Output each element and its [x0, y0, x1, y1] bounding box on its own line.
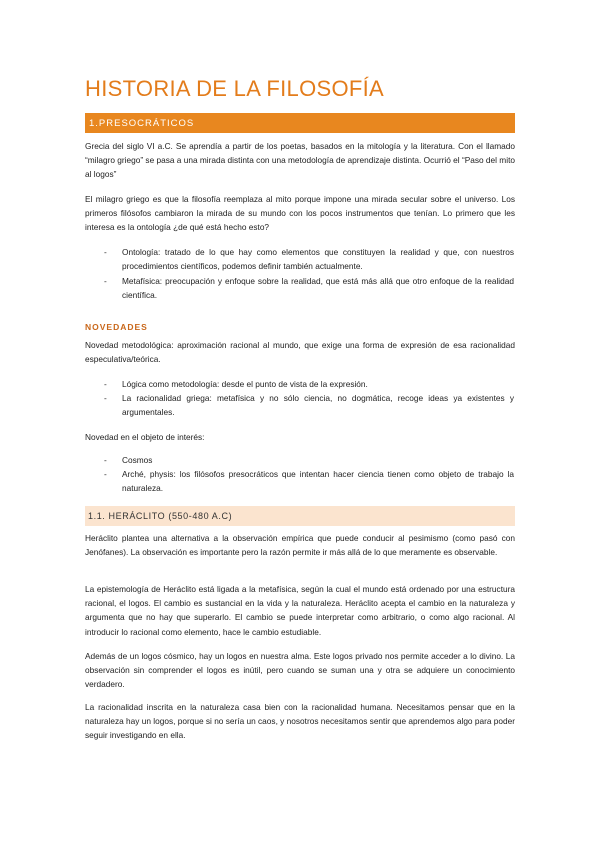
- list-bullet: -: [104, 455, 107, 465]
- section-heading-heraclito: 1.1. HERÁCLITO (550-480 A.C): [85, 506, 515, 526]
- paragraph: Grecia del siglo VI a.C. Se aprendía a partir de los poetas, basados en la mitología y la literatura. Con el llamado “milagro griego” se pasa a una mirada distinta con una metodología de aprendizaje distinta. Ocurrió el “Paso del mito al logos”: [85, 141, 515, 180]
- list-bullet: -: [104, 276, 107, 286]
- page-title: HISTORIA DE LA FILOSOFÍA: [85, 76, 384, 101]
- section-heading-presocraticos: 1.PRESOCRÁTICOS: [85, 113, 515, 133]
- paragraph: El milagro griego es que la filosofía reemplaza al mito porque impone una mirada secular sobre el universo. Los primeros filósofos cambiaron la mirada de su mundo con los pocos instrumentos que tenían. Lo primero que les interesa es la ontología ¿de qué está hecho esto?: [85, 194, 515, 233]
- list-bullet: -: [104, 247, 107, 257]
- list-item: Ontología: tratado de lo que hay como elementos que constituyen la realidad y que, con nuestros procedimientos científicos, podemos definir también actualmente.: [122, 247, 514, 272]
- paragraph: La epistemología de Heráclito está ligada a la metafísica, según la cual el mundo está ordenado por una estructura racional, el logos. El cambio es sustancial en la vida y la naturaleza. Heráclito acepta el cambio en la naturaleza y argumenta que no hay que superarlo. El cambio se puede interpretar como arbitrario, o como algo racional. Al introducir lo racional como elemento, hace le cambio estudiable.: [85, 584, 515, 637]
- paragraph: Novedad en el objeto de interés:: [85, 432, 205, 442]
- list-item: Arché, physis: los filósofos presocráticos que intentan hacer ciencia tienen como objeto de trabajo la naturaleza.: [122, 469, 514, 494]
- paragraph: Novedad metodológica: aproximación racional al mundo, que exige una forma de expresión de esa racionalidad especulativa/teórica.: [85, 340, 515, 365]
- paragraph: La racionalidad inscrita en la naturaleza casa bien con la racionalidad humana. Necesitamos pensar que en la naturaleza hay un logos, porque si no sería un caos, y nosotros necesitamos sentir que aprendemos algo para poder seguir investigando en ella.: [85, 702, 515, 741]
- list-item: La racionalidad griega: metafísica y no sólo ciencia, no dogmática, recoge ideas ya existentes y argumentales.: [122, 393, 514, 418]
- list-item: Cosmos: [122, 455, 153, 465]
- subheading-novedades: NOVEDADES: [85, 322, 148, 332]
- list-bullet: -: [104, 469, 107, 479]
- list-item: Lógica como metodología: desde el punto de vista de la expresión.: [122, 379, 368, 389]
- list-bullet: -: [104, 379, 107, 389]
- list-item: Metafísica: preocupación y enfoque sobre la realidad, que está más allá que otro enfoque de la realidad científica.: [122, 276, 514, 301]
- list-bullet: -: [104, 393, 107, 403]
- paragraph: Además de un logos cósmico, hay un logos en nuestra alma. Este logos privado nos permite acceder a lo divino. La observación sin comprender el logos es inútil, pero cuando se suman una y otra se adquiere un conocimiento verdadero.: [85, 651, 515, 690]
- paragraph: Heráclito plantea una alternativa a la observación empírica que puede conducir al pesimismo (como pasó con Jenófanes). La observación es importante pero la razón permite ir más allá de lo que meramente es observable.: [85, 533, 515, 558]
